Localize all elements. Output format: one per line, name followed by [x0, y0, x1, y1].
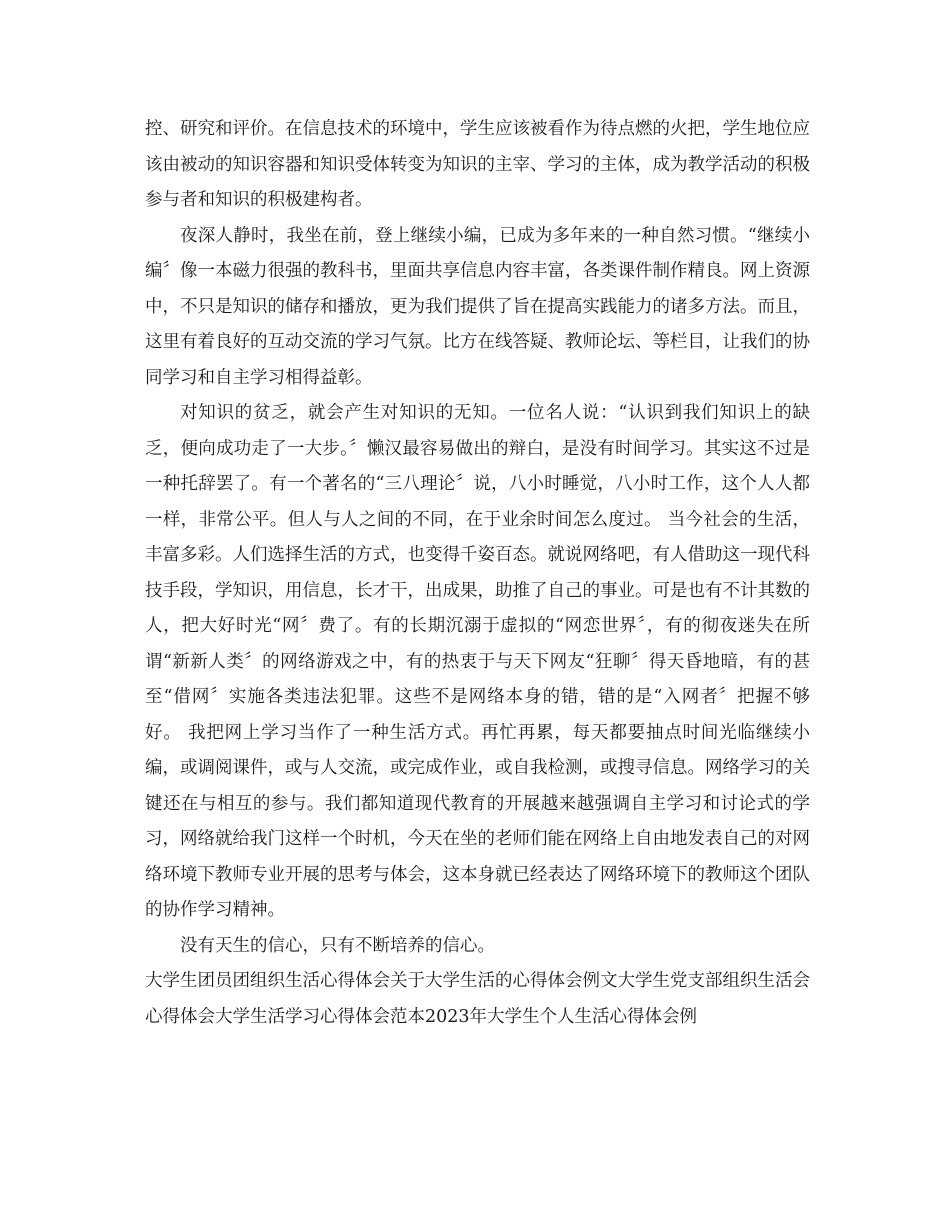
- paragraph-knowledge-and-time: 对知识的贫乏，就会产生对知识的无知。一位名人说：“认识到我们知识上的缺乏，便向成功走了一大步。〞懒汉最容易做出的辩白，是没有时间学习。其实这不过是一种托辞罢了。有一个著名的“三八理论〞说，八小时睡觉，八小时工作，这个人人都一样，非常公平。但人与人之间的不同，在于业余时间怎么度过。 当今社会的生活，丰富多彩。人们选择生活的方式，也变得千姿百态。就说网络吧，有人借助这一现代科技手段，学知识，用信息，长才干，出成果，助推了自己的事业。可是也有不计其数的人，把大好时光“网〞费了。有的长期沉溺于虚拟的“网恋世界〞，有的彻夜迷失在所谓“新新人类〞的网络游戏之中，有的热衷于与天下网友“狂聊〞得天昏地暗，有的甚至“借网〞实施各类违法犯罪。这些不是网络本身的错，错的是“入网者〞把握不够好。 我把网上学习当作了一种生活方式。再忙再累，每天都要抽点时间光临继续小编，或调阅课件，或与人交流，或完成作业，或自我检测，或搜寻信息。网络学习的关键还在与相互的参与。我们都知道现代教育的开展越来越强调自主学习和讨论式的学习，网络就给我门这样一个时机，今天在坐的老师们能在网络上自由地发表自己的对网络环境下教师专业开展的思考与体会，这本身就已经表达了网络环境下的教师这个团队的协作学习精神。: [145, 403, 810, 920]
- document-body: [145, 112, 810, 1035]
- paragraph-continuation: 控、研究和评价。在信息技术的环境中，学生应该被看作为待点燃的火把，学生地位应该由被动的知识容器和知识受体转变为知识的主宰、学习的主体，成为教学活动的积极参与者和知识的积极建构者。: [145, 119, 810, 210]
- paragraph-online-learning-habit: 夜深人静时，我坐在前，登上继续小编，已成为多年来的一种自然习惯。“继续小编〞像一本磁力很强的教科书，里面共享信息内容丰富，各类课件制作精良。网上资源中，不只是知识的储存和播放，更为我们提供了旨在提高实践能力的诸多方法。而且，这里有着良好的互动交流的学习气氛。比方在线答疑、教师论坛、等栏目，让我们的协同学习和自主学习相得益彰。: [145, 225, 810, 388]
- related-articles-text: 大学生团员团组织生活心得体会关于大学生活的心得体会例文大学生党支部组织生活会心得体会大学生活学习心得体会范本2023年大学生个人生活心得体会例: [145, 971, 810, 1027]
- paragraph-confidence: 没有天生的信心，只有不断培养的信心。: [180, 935, 495, 956]
